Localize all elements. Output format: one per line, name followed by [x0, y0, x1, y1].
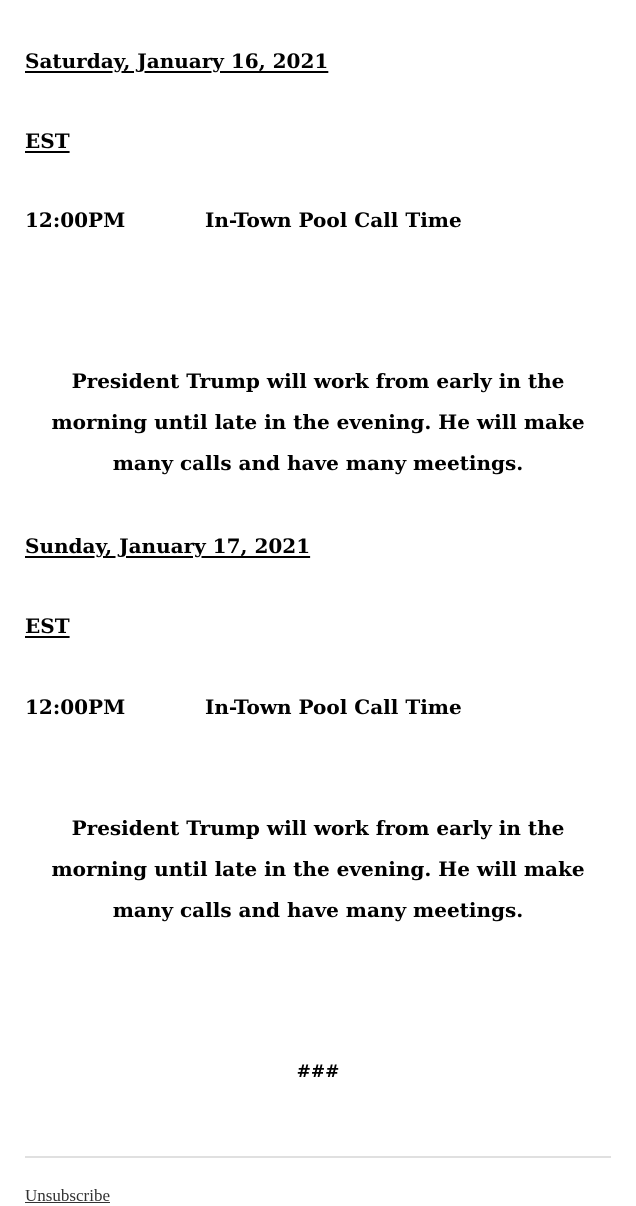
- day-note-saturday: President Trump will work from early in the morning until late in the evening. He will make many calls and have many meetings.: [51, 369, 585, 475]
- event-time: 12:00PM: [25, 208, 126, 232]
- event-row-saturday: [25, 208, 585, 232]
- day-heading-saturday: Saturday, January 16, 2021: [25, 49, 329, 73]
- event-description: In-Town Pool Call Time: [205, 695, 462, 719]
- event-row-sunday: [25, 695, 585, 719]
- end-mark: ###: [296, 1062, 340, 1082]
- day-heading-sunday: Sunday, January 17, 2021: [25, 534, 311, 558]
- footer-divider: [25, 1156, 611, 1158]
- day-note-sunday: President Trump will work from early in the morning until late in the evening. He will make many calls and have many meetings.: [51, 816, 585, 922]
- unsubscribe-link[interactable]: Unsubscribe: [25, 1186, 110, 1205]
- event-description: In-Town Pool Call Time: [205, 208, 462, 232]
- timezone-label-sunday: EST: [25, 614, 70, 638]
- timezone-label-saturday: EST: [25, 129, 70, 153]
- event-time: 12:00PM: [25, 695, 126, 719]
